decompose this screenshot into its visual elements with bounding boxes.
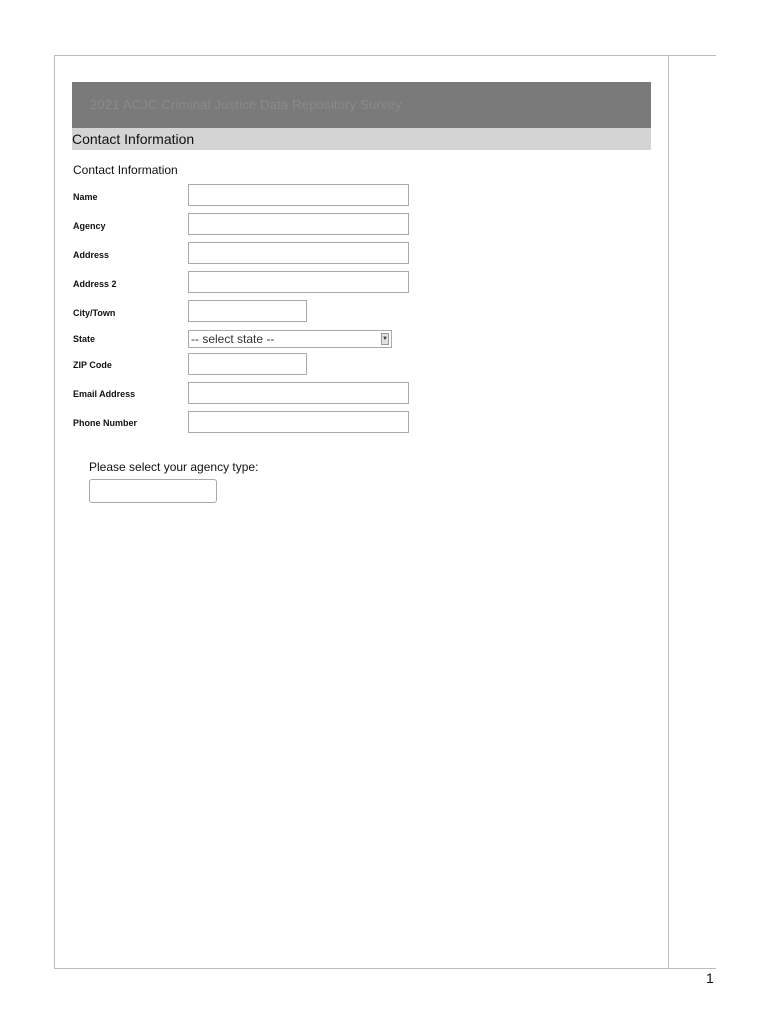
address-label: Address	[73, 250, 110, 260]
address-2-field[interactable]	[188, 271, 409, 293]
page-border-left	[54, 55, 55, 969]
subsection-title: Contact Information	[73, 163, 178, 177]
survey-header	[72, 82, 651, 128]
city-town-label: City/Town	[73, 308, 116, 318]
zip-code-label: ZIP Code	[73, 360, 112, 370]
phone-number-field[interactable]	[188, 411, 409, 433]
page-border-top	[54, 55, 716, 56]
section-title: Contact Information	[72, 131, 195, 147]
agency-field[interactable]	[188, 213, 409, 235]
email-address-label: Email Address	[73, 389, 136, 399]
chevron-down-icon[interactable]: ▼	[381, 333, 389, 345]
email-address-field[interactable]	[188, 382, 409, 404]
page-border-right	[668, 55, 669, 969]
page-number: 1	[706, 970, 714, 986]
address-2-label: Address 2	[73, 279, 117, 289]
address-field[interactable]	[188, 242, 409, 264]
state-label: State	[73, 334, 96, 344]
name-label: Name	[73, 192, 98, 202]
state-select[interactable]	[188, 330, 392, 348]
phone-number-label: Phone Number	[73, 418, 138, 428]
page-border-bottom	[54, 968, 716, 969]
agency-type-prompt: Please select your agency type:	[89, 460, 259, 474]
agency-label: Agency	[73, 221, 106, 231]
state-select-value: -- select state --	[191, 332, 275, 346]
zip-code-field[interactable]	[188, 353, 307, 375]
agency-type-field[interactable]	[89, 479, 217, 503]
name-field[interactable]	[188, 184, 409, 206]
survey-title: 2021 ACJC Criminal Justice Data Repository Survey	[90, 97, 402, 112]
section-bar	[72, 128, 651, 150]
city-town-field[interactable]	[188, 300, 307, 322]
